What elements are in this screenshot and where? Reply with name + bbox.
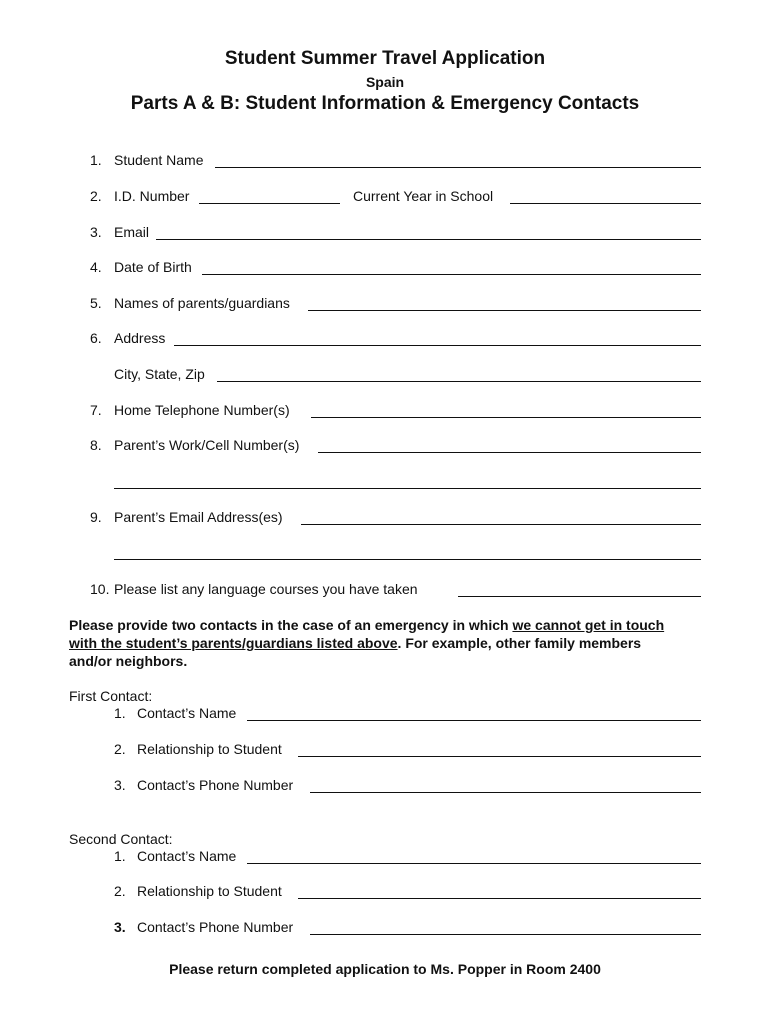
field-label: City, State, Zip xyxy=(114,366,205,382)
second-contact-relationship-line[interactable] xyxy=(298,898,701,899)
first-contact-heading: First Contact: xyxy=(69,688,153,704)
field-label: Names of parents/guardians xyxy=(114,295,290,311)
id-number-line[interactable] xyxy=(199,203,340,204)
item-label: Relationship to Student xyxy=(137,883,282,899)
parent-email-line[interactable] xyxy=(301,524,701,525)
field-label: Date of Birth xyxy=(114,259,192,275)
email-line[interactable] xyxy=(156,239,701,240)
field-label: I.D. Number xyxy=(114,188,190,204)
parent-work-cell-line-2[interactable] xyxy=(114,488,701,489)
first-contact-phone xyxy=(0,777,770,797)
emergency-instructions xyxy=(69,616,679,670)
first-contact-name xyxy=(0,705,770,725)
field-student-name xyxy=(0,152,770,172)
current-year-line[interactable] xyxy=(510,203,701,204)
item-number: 2. xyxy=(114,741,126,757)
form-title: Student Summer Travel Application xyxy=(224,48,546,69)
item-number: 1. xyxy=(114,705,126,721)
first-contact-relationship xyxy=(0,741,770,761)
first-contact-name-line[interactable] xyxy=(247,720,701,721)
field-home-telephone xyxy=(0,402,770,422)
parents-names-line[interactable] xyxy=(308,310,701,311)
field-number: 7. xyxy=(90,402,102,418)
field-label: Home Telephone Number(s) xyxy=(114,402,290,418)
item-number: 1. xyxy=(114,848,126,864)
field-label: Email xyxy=(114,224,150,240)
item-label: Contact’s Phone Number xyxy=(137,777,294,793)
parent-email-line-2[interactable] xyxy=(114,559,701,560)
second-contact-heading: Second Contact: xyxy=(69,831,173,847)
second-contact-name xyxy=(0,848,770,868)
item-number: 3. xyxy=(114,777,126,793)
second-contact-phone xyxy=(0,919,770,939)
field-number: 4. xyxy=(90,259,102,275)
item-label: Contact’s Name xyxy=(137,848,237,864)
field-number: 1. xyxy=(90,152,102,168)
parent-work-cell-line[interactable] xyxy=(318,452,701,453)
item-label: Contact’s Name xyxy=(137,705,237,721)
emergency-text-part1: Please provide two contacts in the case of an emergency in which xyxy=(69,617,513,633)
field-number: 9. xyxy=(90,509,102,525)
language-courses-line[interactable] xyxy=(458,596,701,597)
field-parent-work-cell xyxy=(0,437,770,457)
field-label: Parent’s Work/Cell Number(s) xyxy=(114,437,300,453)
field-city-state-zip xyxy=(0,366,770,386)
emergency-text-part2: . For example, other family members and/or neighbors. xyxy=(69,635,642,669)
field-parents-names xyxy=(0,295,770,315)
section-title: Parts A & B: Student Information & Emergency Contacts xyxy=(130,93,640,114)
city-state-zip-line[interactable] xyxy=(217,381,701,382)
field-language-courses xyxy=(0,581,770,601)
field-id-number xyxy=(0,188,770,208)
emergency-text-underlined: we cannot get in touch with the student’s parents/guardians listed above xyxy=(69,617,665,651)
field-address xyxy=(0,330,770,350)
address-line[interactable] xyxy=(174,345,701,346)
return-instructions: Please return completed application to Ms. Popper in Room 2400 xyxy=(169,961,601,977)
field-number: 8. xyxy=(90,437,102,453)
item-label: Relationship to Student xyxy=(137,741,282,757)
field-number: 10. xyxy=(90,581,110,597)
field-date-of-birth xyxy=(0,259,770,279)
field-number: 5. xyxy=(90,295,102,311)
field-number: 3. xyxy=(90,224,102,240)
field-label: Parent’s Email Address(es) xyxy=(114,509,283,525)
field-label: Address xyxy=(114,330,166,346)
form-subtitle: Spain xyxy=(365,74,405,90)
second-contact-phone-line[interactable] xyxy=(310,934,701,935)
item-label: Contact’s Phone Number xyxy=(137,919,294,935)
field-parent-email xyxy=(0,509,770,529)
item-number: 2. xyxy=(114,883,126,899)
first-contact-phone-line[interactable] xyxy=(310,792,701,793)
second-contact-relationship xyxy=(0,883,770,903)
field-label: Please list any language courses you have taken xyxy=(114,581,418,597)
item-number: 3. xyxy=(114,919,126,935)
second-contact-name-line[interactable] xyxy=(247,863,701,864)
student-name-line[interactable] xyxy=(215,167,701,168)
field-number: 2. xyxy=(90,188,102,204)
field-label-year: Current Year in School xyxy=(353,188,494,204)
date-of-birth-line[interactable] xyxy=(202,274,701,275)
field-number: 6. xyxy=(90,330,102,346)
home-telephone-line[interactable] xyxy=(311,417,701,418)
field-label: Student Name xyxy=(114,152,204,168)
first-contact-relationship-line[interactable] xyxy=(298,756,701,757)
field-email xyxy=(0,224,770,244)
